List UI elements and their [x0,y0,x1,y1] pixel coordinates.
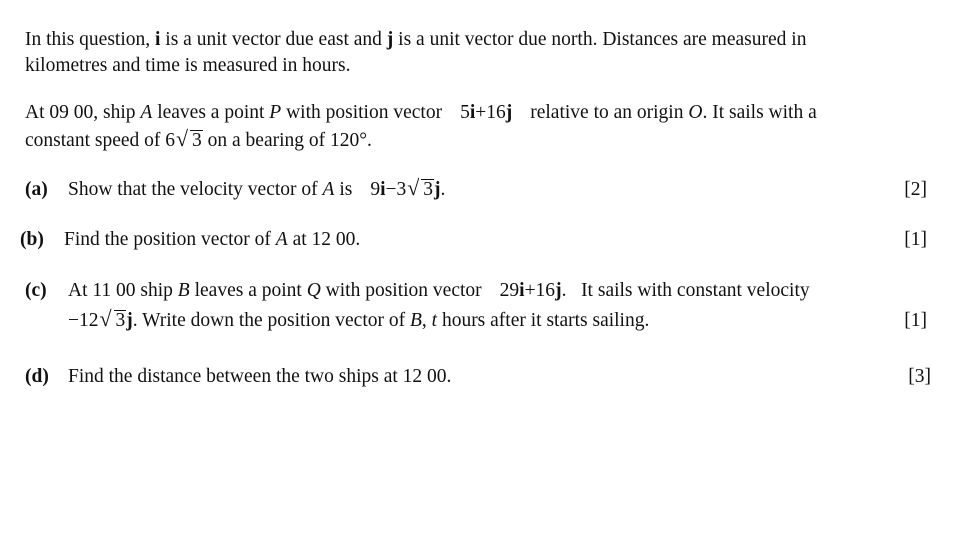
question-text: . Write down the position vector of [132,310,410,331]
question-text: is [334,179,353,200]
part-b-text [64,226,360,254]
ship-b-symbol: B [177,280,190,301]
question-part-d [25,363,931,393]
setup-line-1 [25,100,927,126]
intro-line-2: kilometres and time is measured in hours. [25,55,351,76]
sqrt-radicand: 3 [192,130,202,151]
velocity-vector-a [370,175,446,200]
part-label: (c) [25,280,47,301]
point-p-symbol: P [269,102,282,123]
marks-badge: [2] [904,179,927,200]
unit-vector-j: j [386,29,394,50]
question-part-b [20,226,927,256]
sqrt-radicand: 3 [115,310,126,331]
sqrt-radicand: 3 [423,179,434,200]
setup-line-2 [25,128,927,154]
sqrt-symbol: √ 3 [176,126,202,151]
intro-paragraph [25,27,927,79]
question-text: Show that the velocity vector of [68,179,323,200]
unit-vector-j: j [555,280,562,301]
part-label: (a) [25,179,48,200]
question-text: At 11 00 ship [68,280,178,301]
setup-text: with position vector [281,102,443,123]
marks-badge: [1] [904,310,927,331]
ship-a-symbol: A [275,229,288,250]
intro-text: is a unit vector due east and [160,29,387,50]
part-a-text [68,176,445,204]
setup-text: constant speed of 6 [25,130,176,151]
unit-vector-i: i [155,29,161,50]
part-c-line-1 [68,277,810,305]
vector-coefficient: 29 [499,280,520,301]
sqrt-symbol: √ 3 [99,306,126,331]
plus-sign: + [475,102,487,123]
ship-a-symbol: A [322,179,335,200]
unit-vector-i: i [469,102,476,123]
minus-term: −12 [68,310,99,331]
marks-badge: [1] [904,229,927,250]
position-vector-q [500,280,562,301]
unit-vector-j: j [505,102,513,123]
sqrt-symbol: √ 3 [407,175,434,200]
intro-line-1 [25,27,927,53]
question-part-c [25,277,927,337]
question-text: leaves a point [189,280,307,301]
vector-coefficient: 16 [486,102,506,123]
question-text: with position vector [320,280,482,301]
position-vector-p [460,102,512,123]
setup-text: relative to an origin [530,102,689,123]
ship-b-symbol: B [409,310,422,331]
question-text: at 12 00. [287,229,361,250]
part-label: (b) [20,229,44,250]
question-text: . It sails with constant velocity [561,280,810,301]
vector-coefficient: 9 [370,179,381,200]
setup-text: on a bearing of 120°. [202,130,372,151]
time-variable-t: t [431,310,438,331]
velocity-vector-b [68,306,133,331]
ship-a-symbol: A [140,102,153,123]
marks-badge: [3] [908,366,931,387]
question-part-a [25,176,927,206]
setup-text: At 09 00, ship [25,102,141,123]
part-c-line-2 [68,307,649,335]
unit-vector-i: i [519,280,525,301]
setup-paragraph [25,100,927,154]
point-q-symbol: Q [306,280,321,301]
origin-o-symbol: O [688,102,703,123]
part-label: (d) [25,366,49,387]
intro-text: is a unit vector due north. Distances are measured in [393,29,807,50]
question-text: , [421,310,432,331]
punctuation: . [440,179,446,200]
setup-text: . It sails with a [702,102,817,123]
unit-vector-j: j [434,179,441,200]
unit-vector-i: i [380,179,386,200]
setup-text: leaves a point [152,102,270,123]
vector-coefficient: 5 [460,102,470,123]
question-text: Find the position vector of [64,229,276,250]
part-d-text: Find the distance between the two ships at 12 00. [68,366,452,387]
unit-vector-j: j [126,310,133,331]
intro-text: In this question, [25,29,155,50]
minus-term: −3 [385,179,407,200]
question-text: hours after it starts sailing. [437,310,650,331]
plus-term: +16 [524,280,556,301]
